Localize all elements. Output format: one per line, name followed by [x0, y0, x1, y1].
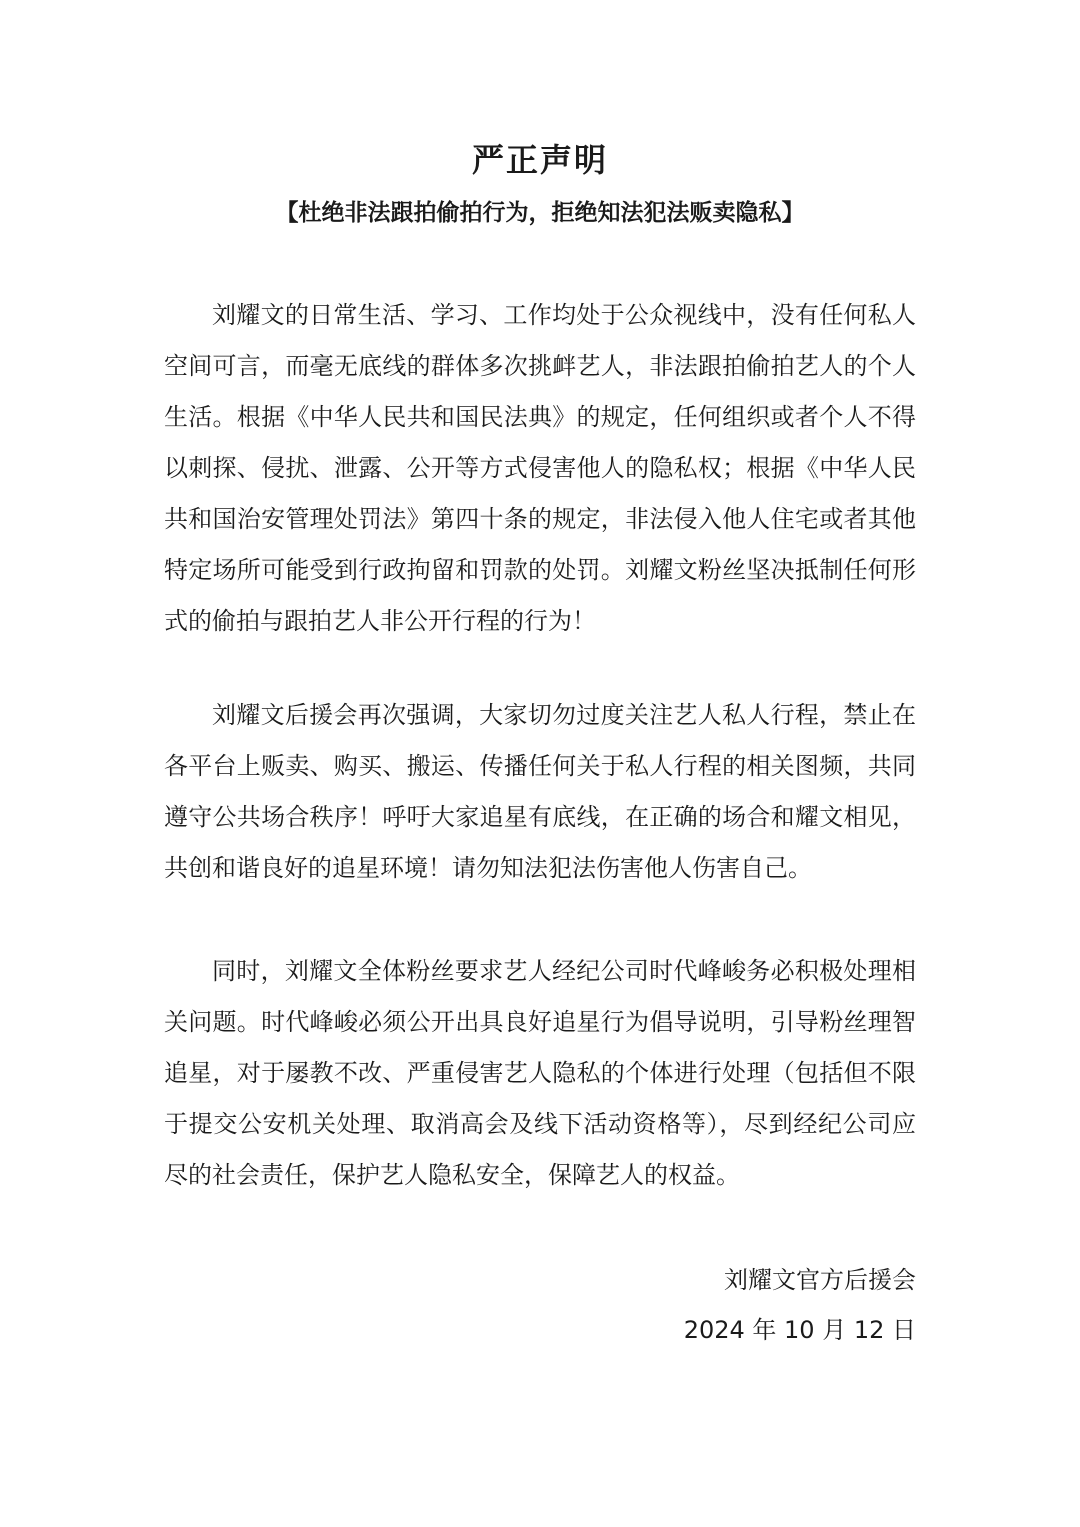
- signature-date: 2024 年 10 月 12 日: [683, 1316, 916, 1344]
- statement-paragraph-3: 同时，刘耀文全体粉丝要求艺人经纪公司时代峰峻务必积极处理相关问题。时代峰峻必须公开出具良好追星行为倡导说明，引导粉丝理智追星，对于屡教不改、严重侵害艺人隐私的个体进行处理（包括但不限于提交公安机关处理、取消高会及线下活动资格等），尽到经纪公司应尽的社会责任，保护艺人隐私安全，保障艺人的权益。: [164, 957, 916, 1189]
- statement-paragraph-2: 刘耀文后援会再次强调，大家切勿过度关注艺人私人行程，禁止在各平台上贩卖、购买、搬运、传播任何关于私人行程的相关图频，共同遵守公共场合秩序！呼吁大家追星有底线，在正确的场合和耀文相见，共创和谐良好的追星环境！请勿知法犯法伤害他人伤害自己。: [164, 701, 916, 882]
- statement-title: 严正声明: [471, 141, 608, 179]
- statement-paragraph-1: 刘耀文的日常生活、学习、工作均处于公众视线中，没有任何私人空间可言，而毫无底线的群体多次挑衅艺人，非法跟拍偷拍艺人的个人生活。根据《中华人民共和国民法典》的规定，任何组织或者个人不得以刺探、侵扰、泄露、公开等方式侵害他人的隐私权；根据《中华人民共和国治安管理处罚法》第四十条的规定，非法侵入他人住宅或者其他特定场所可能受到行政拘留和罚款的处罚。刘耀文粉丝坚决抵制任何形式的偷拍与跟拍艺人非公开行程的行为！: [164, 301, 916, 635]
- statement-subtitle: 【杜绝非法跟拍偷拍行为，拒绝知法犯法贩卖隐私】: [275, 200, 805, 226]
- signature-organization: 刘耀文官方后援会: [724, 1266, 916, 1294]
